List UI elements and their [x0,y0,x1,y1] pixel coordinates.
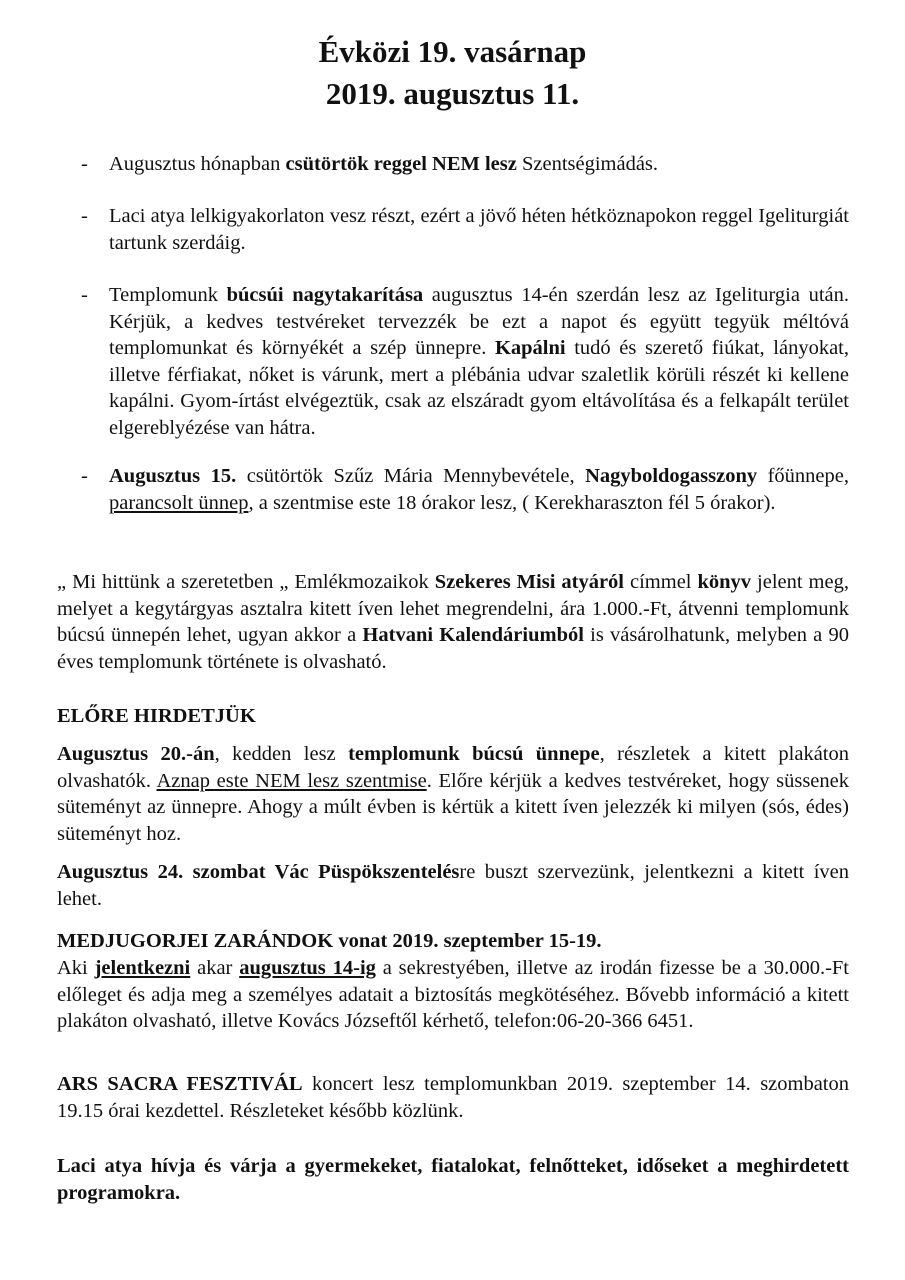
advance-feast-day [57,741,849,847]
bullet-marker: - [81,465,88,487]
page-date: 2019. augusztus 11. [325,76,580,111]
feast-date: Augusztus 20.-án [57,743,215,765]
book-text: „ Mi hittünk a szeretetben „ Emlékmozaikok [57,571,435,593]
advance-consecration [57,859,849,912]
book-text-end: is vásárolhatunk, melyben a 90 éves templomunk története is olvasható. [57,624,849,673]
festival-text: koncert lesz templomunkban 2019. szeptember 14. szombaton 19.15 órai kezdettel. Részleteket később közlünk. [57,1073,850,1122]
pilgrimage-deadline: augusztus 14-ig [239,957,376,979]
bullet-cleaning-text-end: tudó és szerető fiúkat, lányokat, illetve férfiakat, nőket is várunk, mert a plébánia udvar szaletlik körüli részét ki kellene kapálni. Gyom-írtást elvégeztük, csak az elszáradt gyom eltávolítása és a felkapált terület elgereblyézése van hátra. [109,337,849,439]
book-subject: Szekeres Misi atyáról [434,571,625,593]
pilgrimage-heading: MEDJUGORJEI ZARÁNDOK vonat 2019. szeptember 15-19. [57,930,602,952]
bullet-cleaning [109,282,849,441]
festival-title: ARS SACRA FESZTIVÁL [57,1073,303,1095]
feast-text-end: . Előre kérjük a kedves testvéreket, hogy süssenek süteményt az ünnepre. Ahogy a múlt évben is kértük a kitett íven jelezzék ki milyen (sós, édes) süteményt hoz. [57,769,849,845]
book-text-3: jelent meg, melyet a kegytárgyas asztalra kitett íven lehet megrendelni, ára 1.000.-Ft, átvenni templomunk búcsú ünnepén lehet, ugyan akkor a [57,571,849,646]
feast-title: templomunk búcsú ünnepe [348,743,600,765]
bullet-adoration [109,151,849,178]
bullet-retreat [109,203,849,256]
consecration-title: Augusztus 24. szombat Vác Püspökszentelés [57,861,460,883]
bullet-adoration-text: Augusztus hónapban [109,153,286,175]
pilgrimage-text-2: akar [190,957,240,979]
feast-text-2: , részletek a kitett plakáton olvashatók. [57,743,849,792]
pilgrimage-text: Aki [57,957,95,979]
bullet-cleaning-hoeing: Kapálni [494,337,566,359]
bullet-assumption-feast: Nagyboldogasszony [585,465,758,487]
bullet-assumption-text: csütörtök Szűz Mária Mennybevétele, [236,465,586,487]
book-text-2: címmel [624,571,698,593]
book-announcement [57,569,849,675]
pilgrimage-apply: jelentkezni [94,957,191,979]
bullet-assumption [109,463,849,516]
bullet-cleaning-text: Templomunk [109,284,227,306]
bullet-cleaning-text-mid: augusztus 14-én szerdán lesz az Igeliturgia után. Kérjük, a kedves testvéreket tervezzék be ezt a napot és együtt tegyük méltóvá templomunkat és környékét a szép ünnepre. [109,284,849,359]
bullet-assumption-obligation: parancsolt ünnep [109,491,249,514]
pilgrimage-text-end: a sekrestyében, illetve az irodán fizesse be a 30.000.-Ft előleget és adja meg a személyes adatait a biztosítás megkötéséhez. Bővebb információ a kitett plakáton olvasható, illetve Kovács Józseftől kérhető, telefon:06-20-366 6451. [57,957,849,1032]
festival-announcement [57,1071,849,1124]
bullet-retreat-text: Laci atya lelkigyakorlaton vesz részt, ezért a jövő héten hétköznapokon reggel Igeliturgiát tartunk szerdáig. [109,205,849,254]
book-calendar: Hatvani Kalendáriumból [362,624,584,646]
advance-heading: ELŐRE HIRDETJÜK [57,705,256,727]
bullet-marker: - [81,284,88,306]
closing-invitation: Laci atya hívja és várja a gyermekeket, fiatalokat, felnőtteket, időseket a meghirdetett programokra. [57,1155,849,1204]
bullet-assumption-text-end: , a szentmise este 18 órakor lesz, ( Kerekharaszton fél 5 órakor). [248,491,776,514]
bullet-marker: - [81,153,88,175]
bullet-adoration-text-end: Szentségimádás. [516,153,659,175]
bullet-adoration-bold: csütörtök reggel NEM lesz [285,153,517,175]
bullet-marker: - [81,205,88,227]
feast-no-mass: Aznap este NEM lesz szentmise [156,769,427,792]
pilgrimage-details [57,955,849,1035]
bullet-assumption-text-mid: főünnepe, [757,465,849,487]
page-title: Évközi 19. vasárnap [318,34,587,69]
feast-text: , kedden lesz [214,743,349,765]
consecration-text: re buszt szervezünk, jelentkezni a kitett íven lehet. [57,861,849,910]
bullet-assumption-date: Augusztus 15. [109,465,237,487]
bullet-cleaning-bold: búcsúi nagytakarítása [226,284,424,306]
book-word: könyv [697,571,752,593]
